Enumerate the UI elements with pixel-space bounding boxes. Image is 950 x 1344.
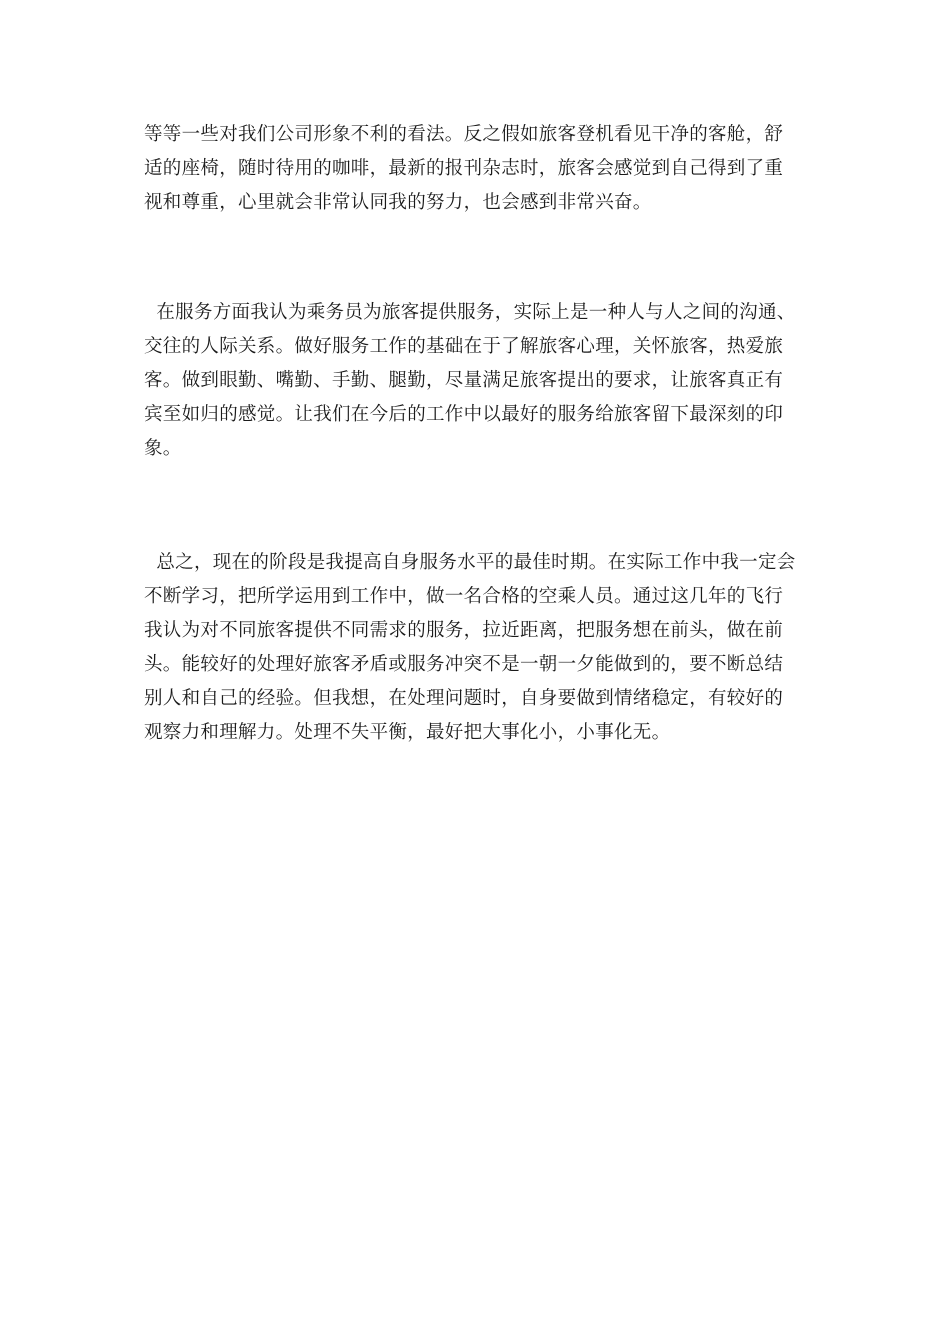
- paragraph-2: [144, 296, 814, 466]
- text-line: 我认为对不同旅客提供不同需求的服务，拉近距离，把服务想在前头，做在前: [144, 620, 784, 641]
- text-line: 客。做到眼勤、嘴勤、手勤、腿勤，尽量满足旅客提出的要求，让旅客真正有: [144, 370, 784, 391]
- paragraph-1: [144, 118, 814, 220]
- text-line: 不断学习，把所学运用到工作中，做一名合格的空乘人员。通过这几年的飞行: [144, 586, 784, 607]
- text-line: 在服务方面我认为乘务员为旅客提供服务，实际上是一种人与人之间的沟通、: [144, 302, 796, 323]
- text-line: 观察力和理解力。处理不失平衡，最好把大事化小，小事化无。: [144, 722, 671, 743]
- text-line: 象。: [144, 438, 182, 459]
- text-line: 交往的人际关系。做好服务工作的基础在于了解旅客心理，关怀旅客，热爱旅: [144, 336, 784, 357]
- text-line: 别人和自己的经验。但我想，在处理问题时，自身要做到情绪稳定，有较好的: [144, 688, 784, 709]
- text-line: 宾至如归的感觉。让我们在今后的工作中以最好的服务给旅客留下最深刻的印: [144, 404, 784, 425]
- text-line: 视和尊重，心里就会非常认同我的努力，也会感到非常兴奋。: [144, 192, 652, 213]
- text-line: 总之，现在的阶段是我提高自身服务水平的最佳时期。在实际工作中我一定会: [144, 552, 796, 573]
- text-line: 头。能较好的处理好旅客矛盾或服务冲突不是一朝一夕能做到的，要不断总结: [144, 654, 784, 675]
- paragraph-3: [144, 546, 814, 750]
- text-line: 等等一些对我们公司形象不利的看法。反之假如旅客登机看见干净的客舱，舒: [144, 124, 784, 145]
- text-line: 适的座椅，随时待用的咖啡，最新的报刊杂志时，旅客会感觉到自己得到了重: [144, 158, 784, 179]
